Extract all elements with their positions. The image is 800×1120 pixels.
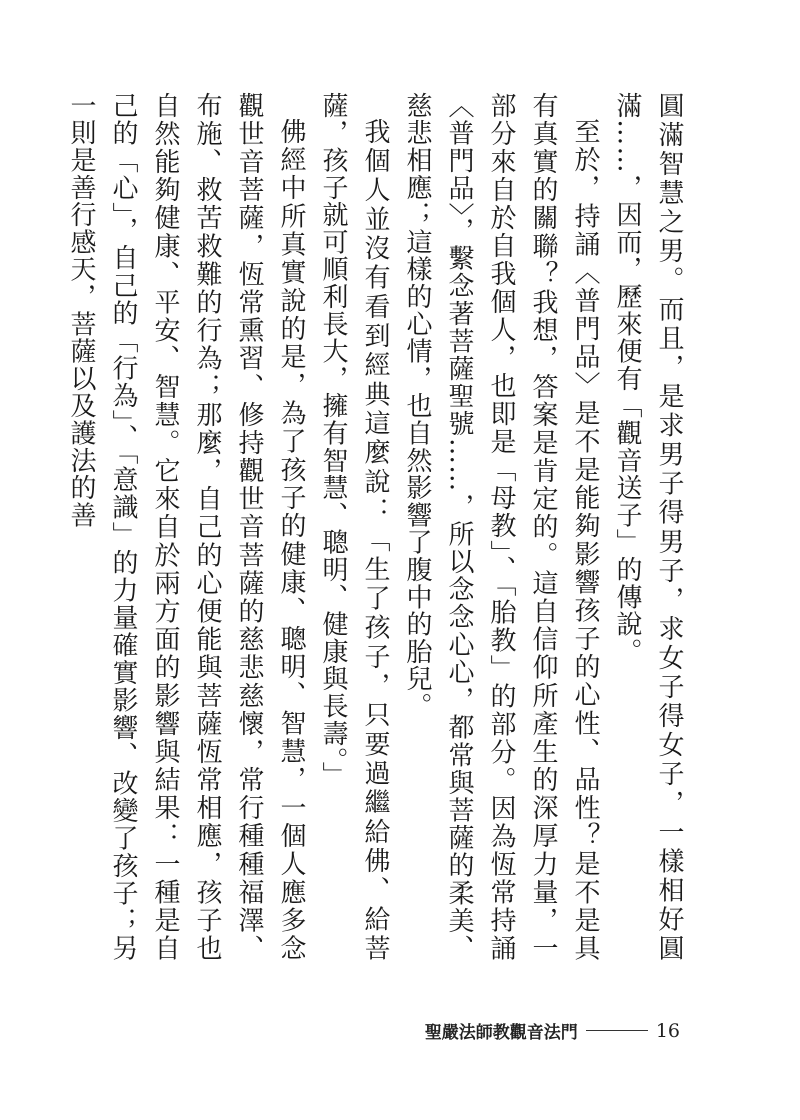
page-number: 16 [655, 1019, 680, 1042]
footer-rule [586, 1030, 648, 1031]
paragraph-1: 圓滿智慧之男。而且，是求男子得男子，求女子得女子，一樣相好圓滿……，因而，歷來便有「觀音送子」的傳說。 [612, 92, 684, 962]
body-text [60, 92, 690, 962]
page-footer [425, 1018, 680, 1043]
paragraph-2: 至於，持誦〈普門品〉是不是能夠影響孩子的心性、品性？是不是具有真實的關聯？我想，答案是肯定的。這自信仰所產生的深厚力量，一部分來自於自我個人，也即是「母教」、「胎教」的部分。因為恆常持誦〈普門品〉，繫念著菩薩聖號……，所以念念心心，都常與菩薩的柔美、慈悲相應；這樣的心情，也自然影響了腹中的胎兒。 [402, 92, 600, 962]
paragraph-4: 佛經中所真實說的是，為了孩子的健康、聰明、智慧，一個人應多念觀世音菩薩，恆常熏習、修持觀世音菩薩的慈悲慈懷，常行種種福澤、布施、救苦救難的行為；那麼，自己的心便能與菩薩恆常相應，孩子也自然能夠健康、平安、智慧。它來自於兩方面的影響與結果：一種是自己的「心」，自己的「行為」、「意識」的力量確實影響、改變了孩子；另一則是善行感天，菩薩以及護法的善 [66, 92, 306, 962]
paragraph-3: 我個人並沒有看到經典這麼說：「生了孩子，只要過繼給佛、給菩薩，孩子就可順利長大，擁有智慧、聰明、健康與長壽。」 [318, 92, 390, 962]
running-title: 聖嚴法師教觀音法門 [424, 1023, 578, 1043]
